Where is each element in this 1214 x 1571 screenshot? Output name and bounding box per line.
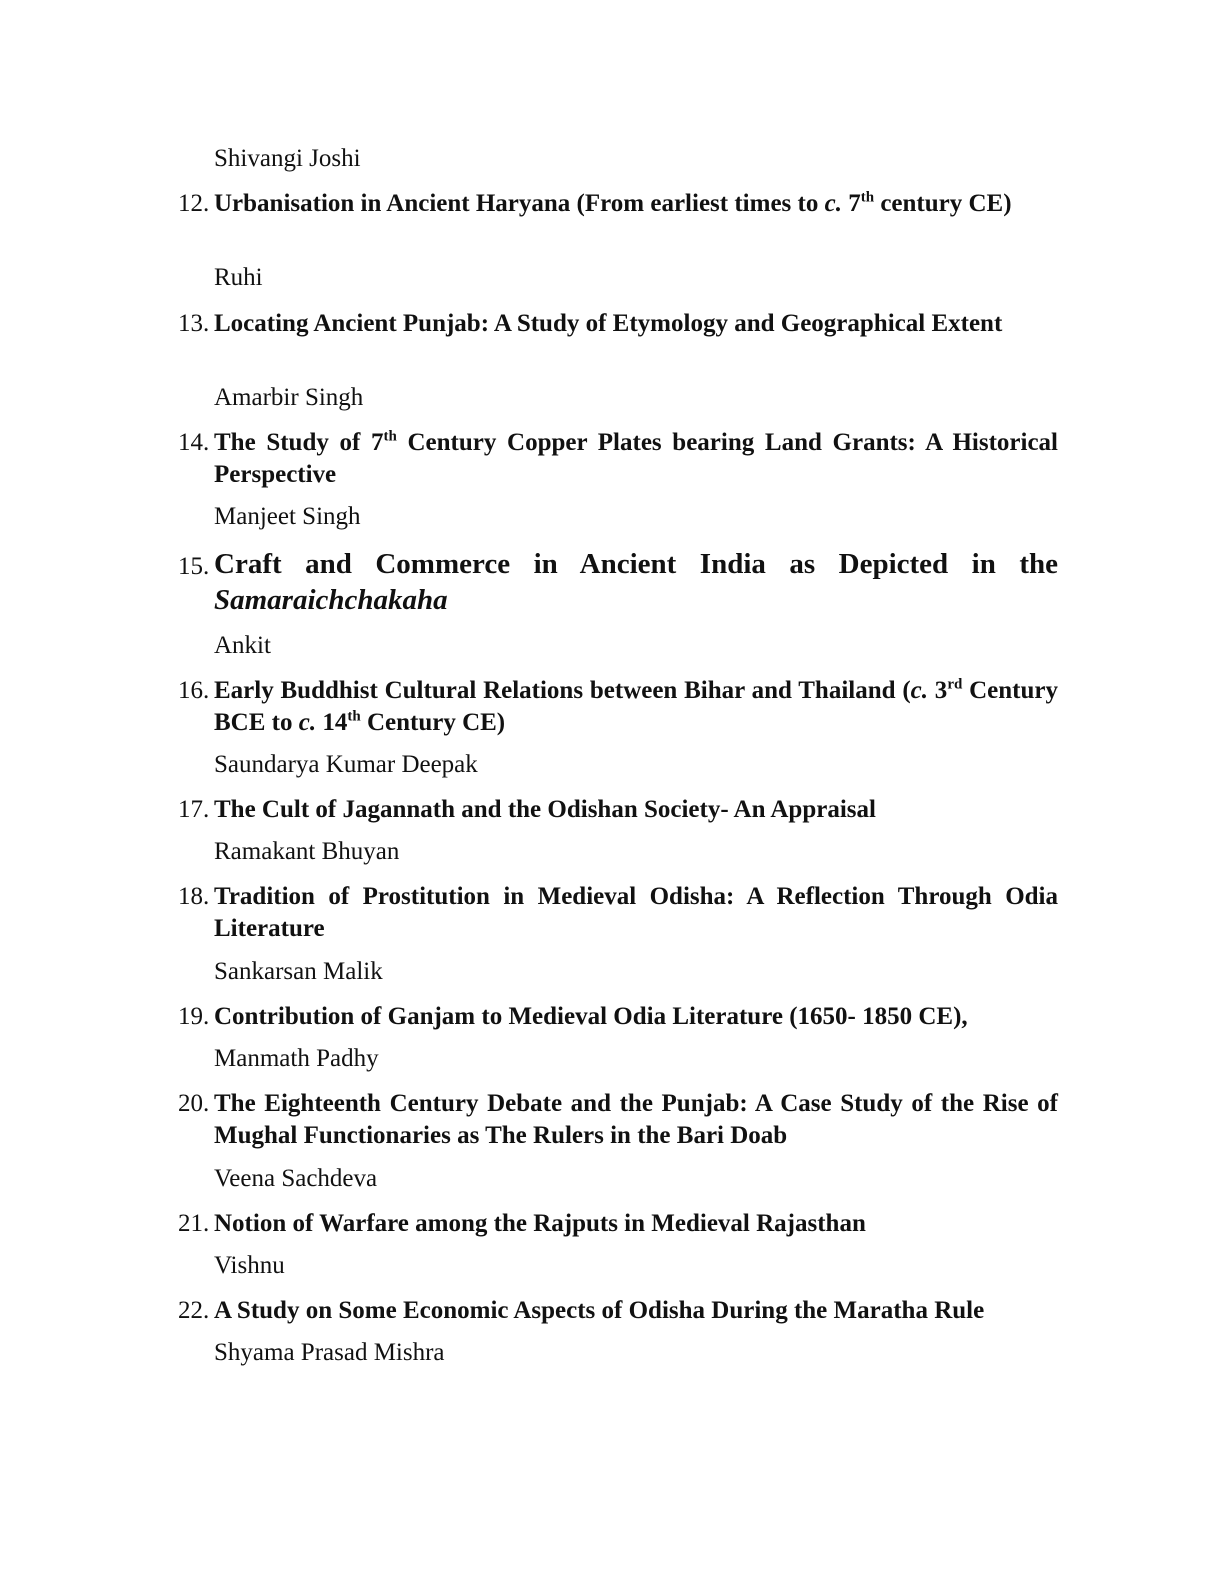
entry-title: Locating Ancient Punjab: A Study of Etymology and Geographical Extent [214, 310, 1003, 337]
entry-title: The Study of 7th Century Copper Plates bearing Land Grants: A Historical Perspective [214, 428, 1058, 488]
entry-title: Tradition of Prostitution in Medieval Odisha: A Reflection Through Odia Literature [214, 883, 1058, 942]
author-name: Veena Sachdeva [214, 1165, 378, 1192]
author-name: Manmath Padhy [214, 1045, 379, 1072]
contents-entry-15 [178, 546, 1058, 618]
entry-number: 19. [178, 1003, 210, 1030]
contents-entry-13 [178, 308, 1058, 340]
author-name: Vishnu [214, 1252, 285, 1279]
entry-number: 12. [178, 190, 210, 217]
entry-title: Early Buddhist Cultural Relations between Bihar and Thailand (c. 3rd Century BCE to c. 14th Century CE) [214, 676, 1058, 736]
entry-number: 21. [178, 1210, 210, 1237]
contents-entry-18 [178, 881, 1058, 945]
entry-title: A Study on Some Economic Aspects of Odisha During the Maratha Rule [214, 1297, 985, 1324]
entry-number: 16. [178, 677, 210, 704]
entry-number: 13. [178, 310, 210, 337]
contents-entry-22 [178, 1295, 1058, 1327]
contents-entry-17 [178, 794, 1058, 826]
author-name: Manjeet Singh [214, 503, 361, 530]
entry-number: 18. [178, 883, 210, 910]
contents-entry-16 [178, 675, 1058, 739]
author-name: Shivangi Joshi [214, 145, 361, 172]
entry-title: Urbanisation in Ancient Haryana (From earliest times to c. 7th century CE) [214, 189, 1012, 217]
author-name: Ankit [214, 632, 271, 659]
author-name: Ramakant Bhuyan [214, 838, 400, 865]
entry-title: Contribution of Ganjam to Medieval Odia Literature (1650- 1850 CE), [214, 1003, 968, 1030]
author-name: Sankarsan Malik [214, 958, 383, 985]
author-name: Shyama Prasad Mishra [214, 1339, 445, 1366]
entry-number: 22. [178, 1297, 210, 1324]
contents-entry-12 [178, 188, 1058, 220]
entry-title: The Cult of Jagannath and the Odishan Society- An Appraisal [214, 796, 876, 823]
contents-entry-21 [178, 1208, 1058, 1240]
entry-number: 14. [178, 429, 210, 456]
entry-title: Notion of Warfare among the Rajputs in Medieval Rajasthan [214, 1210, 866, 1237]
contents-entry-19 [178, 1001, 1058, 1033]
contents-entry-20 [178, 1088, 1058, 1152]
author-name: Saundarya Kumar Deepak [214, 751, 478, 778]
entry-number: 17. [178, 796, 210, 823]
entry-number: 15. [178, 553, 210, 580]
entry-number: 20. [178, 1090, 210, 1117]
contents-entry-14 [178, 427, 1058, 491]
entry-title: The Eighteenth Century Debate and the Punjab: A Case Study of the Rise of Mughal Functionaries as The Rulers in the Bari Doab [214, 1090, 1058, 1149]
author-name: Amarbir Singh [214, 384, 364, 411]
author-name: Ruhi [214, 264, 263, 291]
entry-title: Craft and Commerce in Ancient India as Depicted in the Samaraichchakaha [214, 548, 1058, 616]
